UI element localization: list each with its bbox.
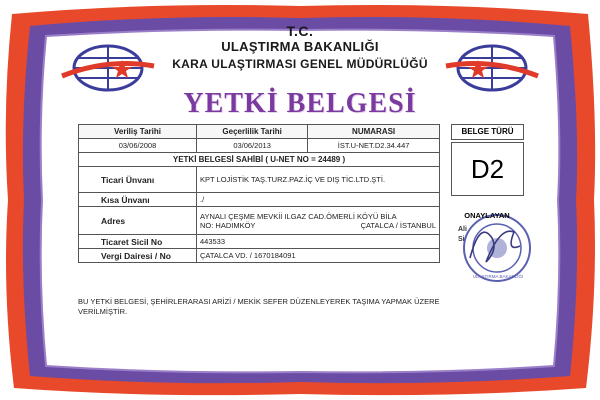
trade-name-label: Ticari Ünvanı [79,167,197,193]
short-name-label: Kısa Ünvanı [79,193,197,207]
trade-registry-label: Ticaret Sicil No [79,235,197,249]
tax-office-value: ÇATALCA VD. / 1670184091 [197,249,440,263]
certificate-type-value: D2 [451,142,524,196]
col-header-validity-date: Geçerlilik Tarihi [197,125,308,139]
approver-label: ONAYLAYAN [464,211,510,220]
tax-office-label: Vergi Dairesi / No [79,249,197,263]
address-value [197,207,440,235]
address-city: ÇATALCA / İSTANBUL [360,220,436,230]
seal-text: ULAŞTIRMA BAKANLIĞI [472,274,524,279]
document-title: YETKİ BELGESİ [183,88,417,119]
col-header-issue-date: Veriliş Tarihi [79,125,197,139]
address-label: Adres [79,207,197,235]
owner-section-title: YETKİ BELGESİ SAHİBİ ( U-NET NO = 24489 ) [79,153,440,167]
header-ministry: ULAŞTIRMA BAKANLIĞI [221,39,379,54]
col-header-number: NUMARASI [308,125,440,139]
header-directorate: KARA ULAŞTIRMASI GENEL MÜDÜRLÜĞÜ [172,57,428,71]
footer-note: BU YETKİ BELGESİ, ŞEHİRLERARASI ARİZİ / MEKİK SEFER DÜZENLEYEREK TAŞIMA YAPMAK ÜZERE VERİLMİŞTİR. [78,297,440,316]
header-tc: T.C. [286,23,314,39]
address-line-2: NO: HADIMKÖY [200,220,256,230]
short-name-value: ./ [197,193,440,207]
validity-date-value: 03/06/2013 [197,139,308,153]
issue-date-value: 03/06/2008 [79,139,197,153]
trade-name-value: KPT LOJİSTİK TAŞ.TURZ.PAZ.İÇ VE DIŞ TİC.LTD.ŞTİ. [197,167,440,193]
signer-title-fragment: Si [458,236,465,243]
certificate-table [78,124,440,263]
address-line-1: AYNALI ÇEŞME MEVKİİ ILGAZ CAD.ÖMERLİ KÖYÜ BİLA [200,211,397,221]
trade-registry-value: 443533 [197,235,440,249]
certificate-type-label: BELGE TÜRÜ [451,124,524,140]
signer-name-fragment: Ali [458,226,467,233]
certificate-number-value: İST.U-NET.D2.34.447 [308,139,440,153]
